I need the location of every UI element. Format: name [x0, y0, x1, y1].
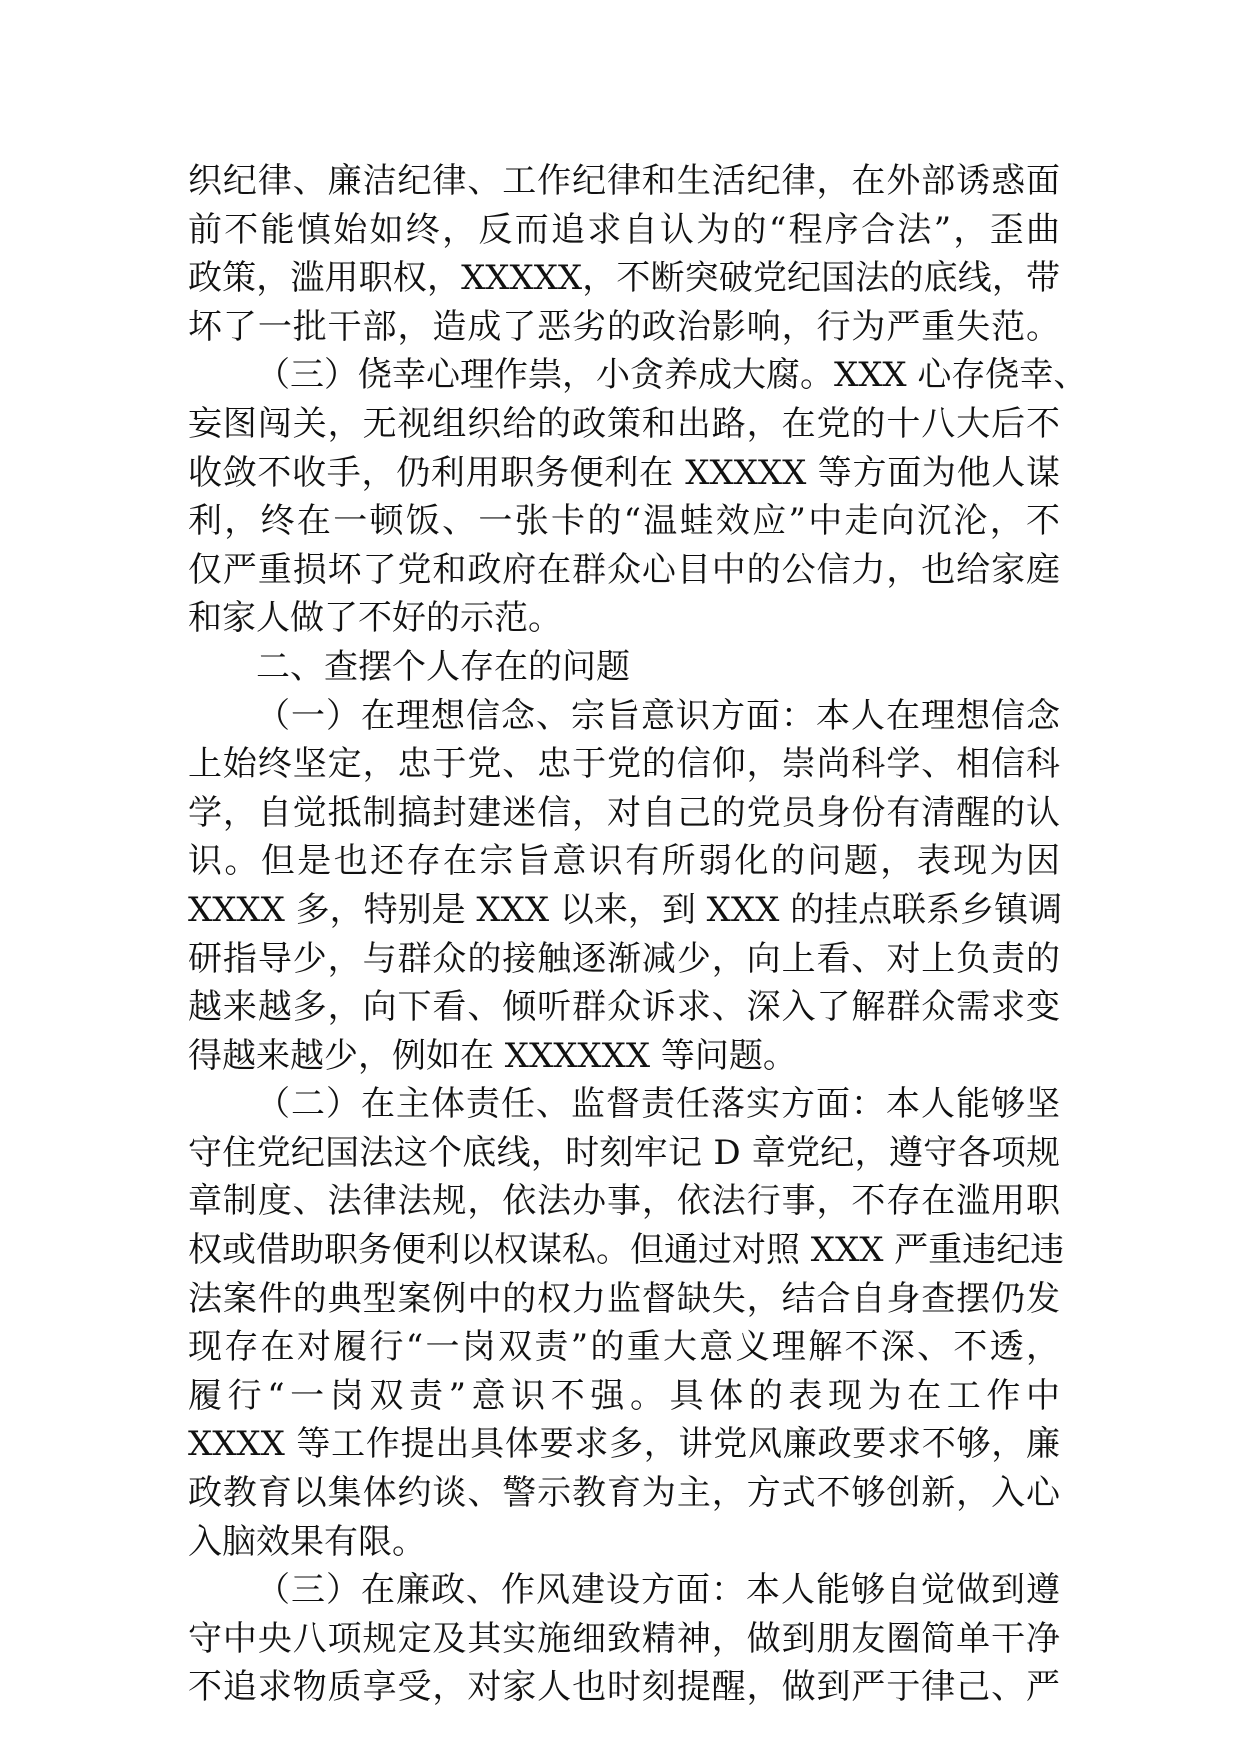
- text-line: 守中央八项规定及其实施细致精神，做到朋友圈简单干净: [188, 1618, 1060, 1659]
- text-line: 章制度、法律法规，依法办事，依法行事，不存在滥用职: [188, 1181, 1060, 1222]
- text-line: 政教育以集体约谈、警示教育为主，方式不够创新，入心: [188, 1473, 1060, 1514]
- text-line: 前不能慎始如终，反而追求自认为的“程序合法”，歪曲: [188, 209, 1060, 250]
- text-line: 利，终在一顿饭、一张卡的“温蛙效应”中走向沉沦，不: [188, 501, 1060, 542]
- document-body: [188, 157, 1088, 1712]
- text-line: 法案件的典型案例中的权力监督缺失，结合自身查摆仍发: [188, 1278, 1060, 1319]
- text-line: 仅严重损坏了党和政府在群众心目中的公信力，也给家庭: [188, 549, 1060, 590]
- text-line: 入脑效果有限。: [188, 1521, 426, 1562]
- text-line: 现存在对履行“一岗双责”的重大意义理解不深、不透，: [188, 1327, 1060, 1368]
- text-line: 学，自觉抵制搞封建迷信，对自己的党员身份有清醒的认: [188, 792, 1060, 833]
- text-line: 识。但是也还存在宗旨意识有所弱化的问题，表现为因: [188, 841, 1060, 882]
- text-line: 得越来越少，例如在 XXXXXX 等问题。: [188, 1035, 797, 1076]
- text-line: 守住党纪国法这个底线，时刻牢记 D 章党纪，遵守各项规: [188, 1132, 1060, 1173]
- text-line: 坏了一批干部，造成了恶劣的政治影响，行为严重失范。: [188, 306, 1060, 347]
- text-line: 妄图闯关，无视组织给的政策和出路，在党的十八大后不: [188, 403, 1060, 444]
- text-line: 织纪律、廉洁纪律、工作纪律和生活纪律，在外部诱惑面: [188, 161, 1060, 201]
- text-line: 履行“一岗双责”意识不强。具体的表现为在工作中: [188, 1375, 1060, 1416]
- text-line: 和家人做了不好的示范。: [188, 598, 562, 639]
- text-line: 越来越多，向下看、倾听群众诉求、深入了解群众需求变: [188, 987, 1060, 1028]
- text-line: 收敛不收手，仍利用职务便利在 XXXXX 等方面为他人谋: [188, 452, 1060, 493]
- text-line: 权或借助职务便利以权谋私。但通过对照 XXX 严重违纪违: [188, 1230, 1065, 1271]
- paragraph-heading-line: （二）在主体责任、监督责任落实方面：本人能够坚: [256, 1084, 1060, 1125]
- text-line: 不追求物质享受，对家人也时刻提醒，做到严于律己、严: [188, 1667, 1060, 1708]
- paragraph-heading-line: （一）在理想信念、宗旨意识方面：本人在理想信念: [256, 695, 1060, 736]
- section-heading: 二、查摆个人存在的问题: [256, 646, 630, 687]
- text-line: XXXX 多，特别是 XXX 以来，到 XXX 的挂点联系乡镇调: [188, 889, 1063, 930]
- text-line: 政策，滥用职权，XXXXX，不断突破党纪国法的底线，带: [188, 258, 1060, 299]
- paragraph-heading-line: （三）在廉政、作风建设方面：本人能够自觉做到遵: [256, 1570, 1060, 1611]
- paragraph-heading-line: （三）侥幸心理作祟，小贪养成大腐。XXX 心存侥幸、: [256, 355, 1088, 396]
- text-line: XXXX 等工作提出具体要求多，讲党风廉政要求不够，廉: [188, 1424, 1060, 1465]
- text-line: 研指导少，与群众的接触逐渐减少，向上看、对上负责的: [188, 938, 1060, 979]
- text-line: 上始终坚定，忠于党、忠于党的信仰，崇尚科学、相信科: [188, 744, 1060, 785]
